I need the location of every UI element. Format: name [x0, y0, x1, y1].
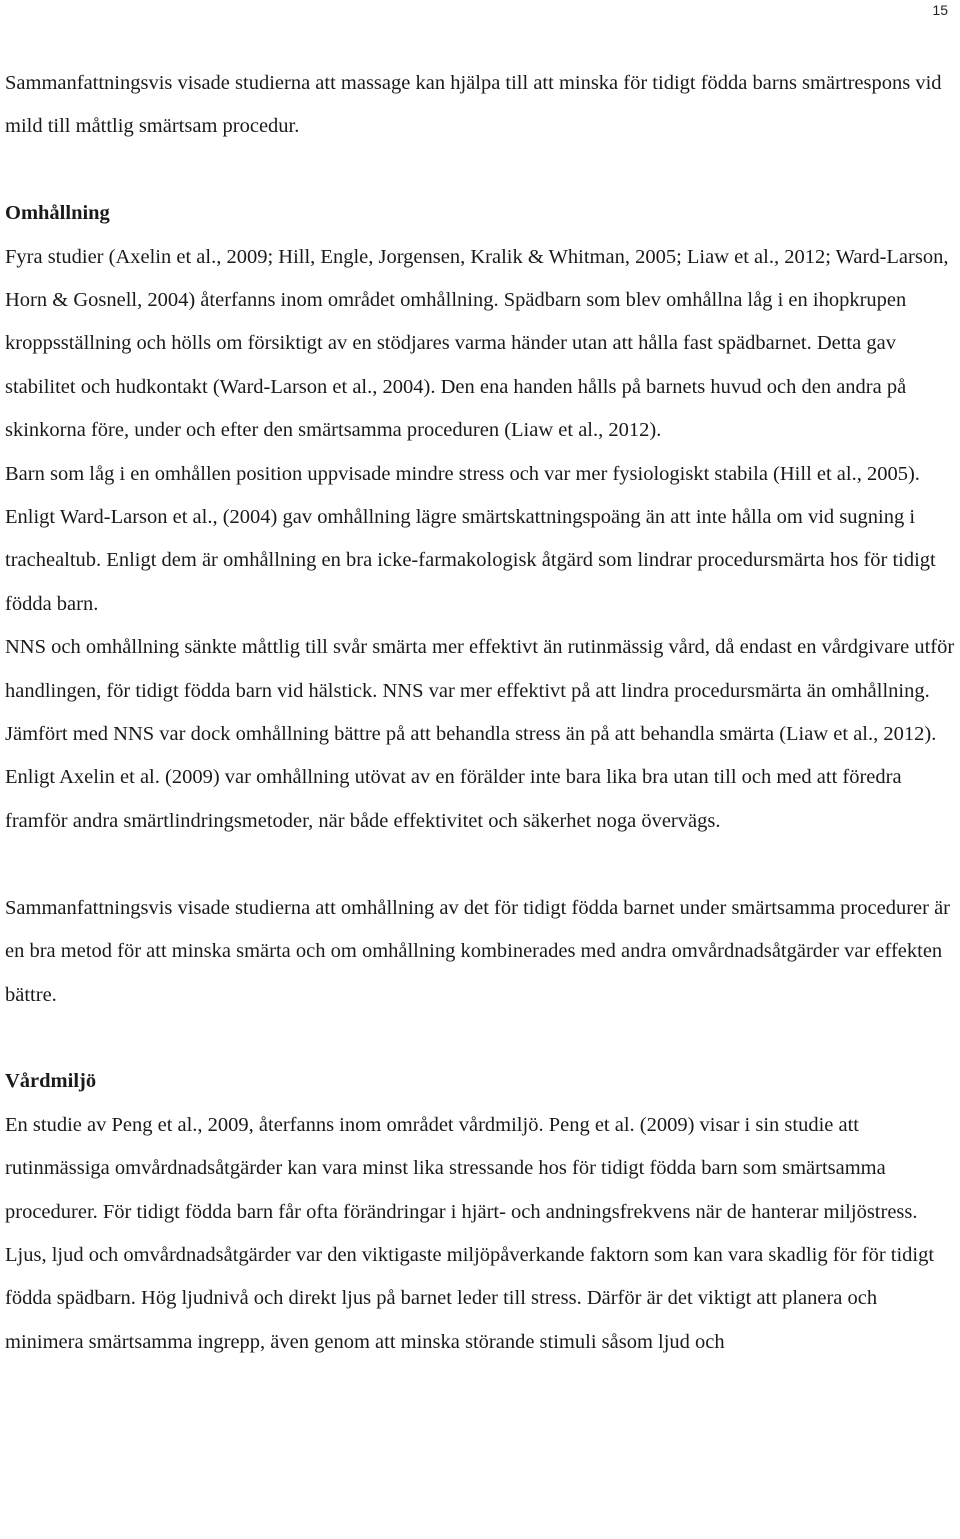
omhallning-paragraph-2: Barn som låg i en omhållen position uppvisade mindre stress och var mer fysiologiskt stabila (Hill et al., 2005). Enligt Ward-Larson et al., (2004) gav omhållning lägre smärtskattningspoäng än att inte hålla om vid sugning i trachealtub. Enligt dem är omhållning en bra icke-farmakologisk åtgärd som lindrar procedursmärta hos för tidigt födda barn. — [5, 462, 936, 615]
section-heading-vardmiljo: Vårdmiljö — [5, 1070, 97, 1093]
vardmiljo-paragraph-1: En studie av Peng et al., 2009, återfanns inom området vårdmiljö. Peng et al. (2009) visar i sin studie att rutinmässiga omvårdnadsåtgärder kan vara minst lika stressande hos för tidigt födda barn som smärtsamma procedurer. För tidigt födda barn får ofta förändringar i hjärt- och andningsfrekvens när de hanterar miljöstress. Ljus, ljud och omvårdnadsåtgärder var den viktigaste miljöpåverkande faktorn som kan vara skadlig för för tidigt födda spädbarn. Hög ljudnivå och direkt ljus på barnet leder till stress. Därför är det viktigt att planera och minimera smärtsamma ingrepp, även genom att minska störande stimuli såsom ljud och — [5, 1113, 935, 1353]
omhallning-paragraph-1: Fyra studier (Axelin et al., 2009; Hill, Engle, Jorgensen, Kralik & Whitman, 2005; Liaw et al., 2012; Ward-Larson, Horn & Gosnell, 2004) återfanns inom området omhållning. Spädbarn som blev omhållna låg i en ihopkrupen kroppsställning och hölls om försiktigt av en stödjares varma händer utan att hålla fast spädbarnet. Detta gav stabilitet och hudkontakt (Ward-Larson et al., 2004). Den ena handen hålls på barnets huvud och den andra på skinkorna före, under och efter den smärtsamma proceduren (Liaw et al., 2012). — [5, 245, 949, 442]
omhallning-summary-paragraph: Sammanfattningsvis visade studierna att omhållning av det för tidigt födda barnet under smärtsamma procedurer är en bra metod för att minska smärta och om omhållning kombinerades med andra omvårdnadsåtgärder var effekten bättre. — [5, 896, 951, 1006]
section-heading-omhallning: Omhållning — [5, 202, 110, 225]
paragraph-gap — [5, 1017, 955, 1060]
omhallning-paragraph-3: NNS och omhållning sänkte måttlig till svår smärta mer effektivt än rutinmässig vård, då endast en vårdgivare utför handlingen, för tidigt födda barn vid hälstick. NNS var mer effektivt på att lindra procedursmärta än omhållning. Jämfört med NNS var dock omhållning bättre på att behandla stress än på att behandla smärta (Liaw et al., 2012). — [5, 636, 955, 746]
massage-summary-paragraph: Sammanfattningsvis visade studierna att massage kan hjälpa till att minska för tidigt födda barns smärtrespons vid mild till måttlig smärtsam procedur. — [5, 72, 942, 138]
page-number: 15 — [932, 2, 948, 18]
document-body — [5, 62, 955, 1364]
omhallning-paragraph-4: Enligt Axelin et al. (2009) var omhållning utövat av en förälder inte bara lika bra utan till och med att föredra framför andra smärtlindringsmetoder, när både effektivitet och säkerhet noga övervägs. — [5, 766, 902, 832]
paragraph-gap — [5, 149, 955, 192]
paragraph-gap — [5, 843, 955, 886]
